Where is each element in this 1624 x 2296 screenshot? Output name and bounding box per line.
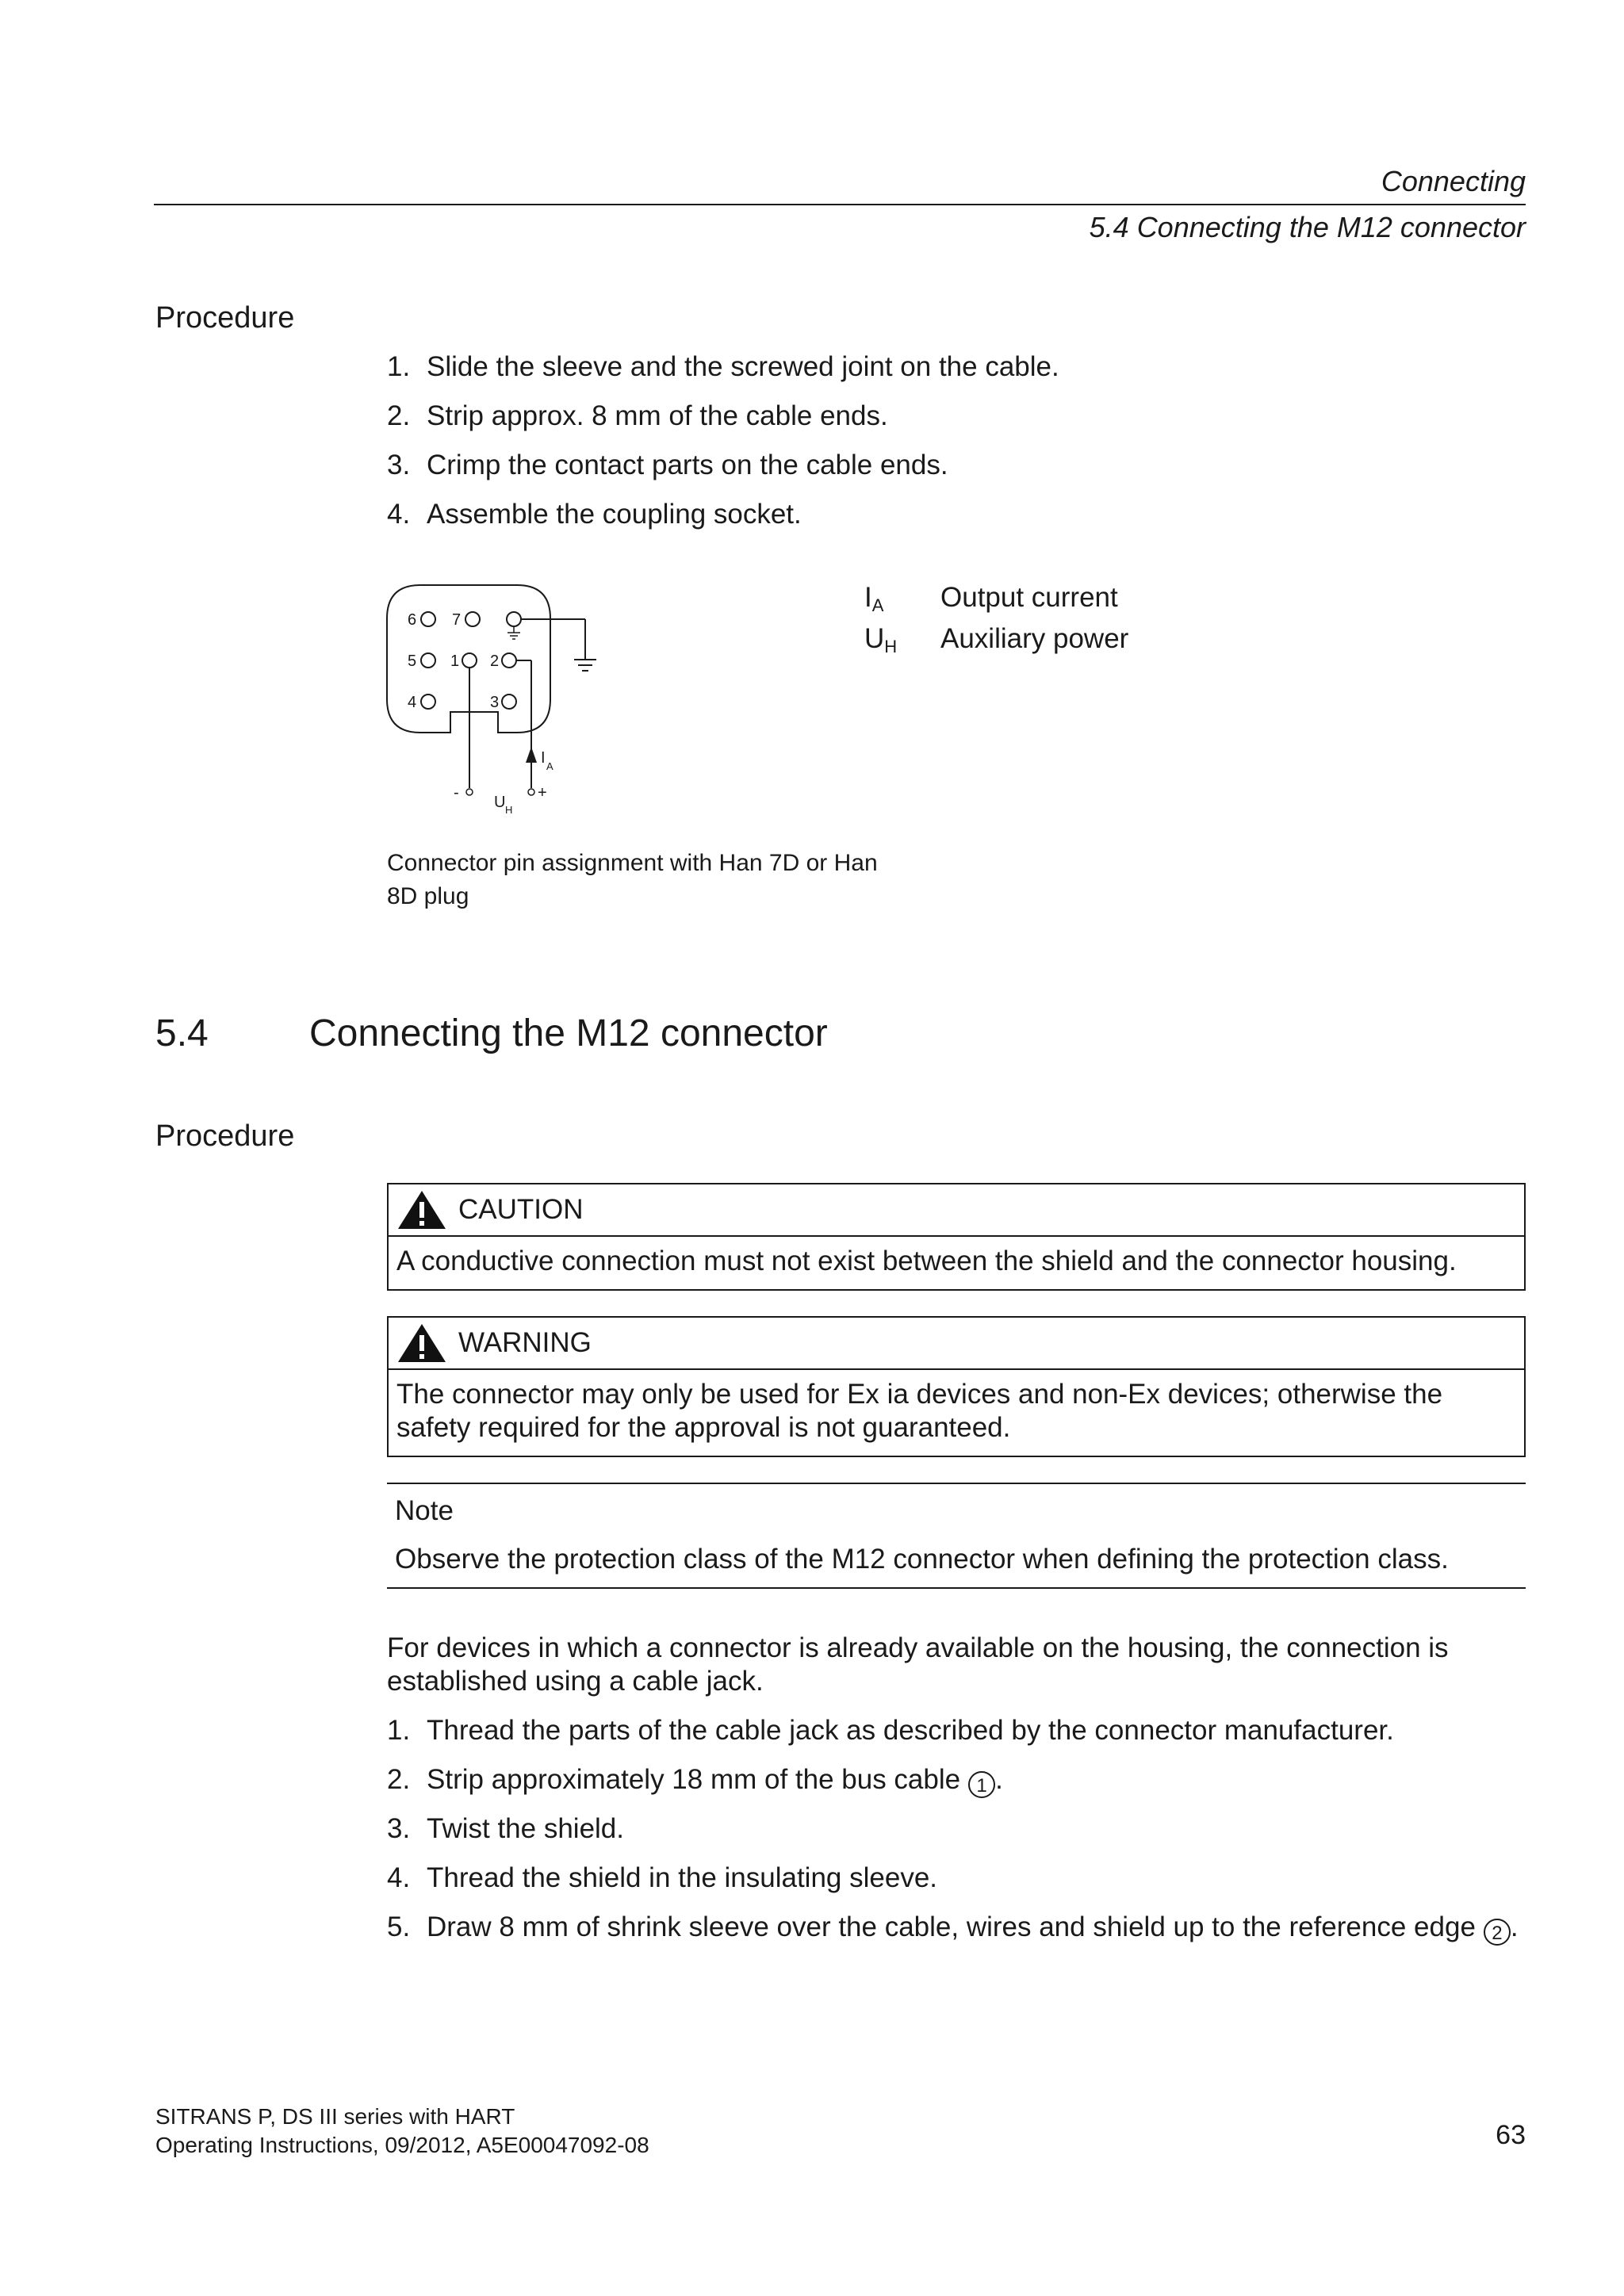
step-text: Crimp the contact parts on the cable ends. [427, 450, 948, 480]
terminal-plus-label: + [538, 784, 547, 802]
pin-label-7: 7 [452, 611, 462, 629]
step-number: 4. [387, 1862, 411, 1893]
step-text: Slide the sleeve and the screwed joint on the cable. [427, 351, 1059, 382]
legend-description: Auxiliary power [940, 623, 1129, 654]
terminal-plus [528, 789, 534, 795]
legend-symbol: $U_H$ [864, 623, 898, 656]
step-text: Strip approx. 8 mm of the cable ends. [427, 400, 888, 431]
symbol-legend [864, 582, 1128, 664]
pin-4 [421, 695, 435, 709]
section-number: 5.4 [155, 1012, 209, 1054]
pin-label-6: 6 [408, 611, 417, 629]
step-number: 1. [387, 1715, 411, 1746]
warning-box [387, 1316, 1526, 1457]
legend-description: Output current [940, 582, 1118, 613]
warning-triangle-icon [396, 1322, 447, 1364]
ia-label: I [541, 749, 546, 767]
section-title: Connecting the M12 connector [309, 1012, 828, 1054]
pin-2 [502, 653, 516, 668]
footer-doc-info [155, 2103, 649, 2160]
uh-subscript: H [505, 804, 513, 816]
step-number: 4. [387, 499, 411, 530]
procedure-heading: Procedure [155, 301, 295, 335]
step-number: 1. [387, 351, 411, 382]
pin-6 [421, 612, 435, 626]
pin-7 [465, 612, 480, 626]
list-item [387, 400, 1059, 449]
pin-5 [421, 653, 435, 668]
note-title: Note [395, 1495, 454, 1526]
warning-text: The connector may only be used for Ex ia devices and non-Ex devices; otherwise the safety required for the approval is not guaranteed. [396, 1379, 1443, 1443]
footer-product: SITRANS P, DS III series with HART [155, 2104, 515, 2129]
step-number: 3. [387, 450, 411, 480]
step-text: Strip approximately 18 mm of the bus cable [427, 1764, 961, 1795]
procedure-steps [387, 350, 1059, 547]
header-rule [154, 204, 1526, 205]
pin-label-5: 5 [408, 652, 417, 670]
caution-warning-triangle-icon [396, 1189, 447, 1230]
caution-text: A conductive connection must not exist between the shield and the connector housing. [396, 1246, 1457, 1276]
pin-label-3: 3 [490, 694, 500, 711]
list-item [387, 1812, 1519, 1862]
step-text: Twist the shield. [427, 1813, 624, 1844]
legend-row [864, 623, 1128, 664]
step-text: Thread the parts of the cable jack as described by the connector manufacturer. [427, 1715, 1394, 1746]
running-header-section: 5.4 Connecting the M12 connector [1089, 211, 1526, 243]
pin-label-1: 1 [450, 652, 460, 670]
footer-edition: Operating Instructions, 09/2012, A5E00047092-08 [155, 2133, 649, 2157]
note-box [387, 1483, 1526, 1589]
pin-3 [502, 695, 516, 709]
list-item [387, 350, 1059, 400]
step-number: 3. [387, 1813, 411, 1844]
current-arrow [526, 747, 537, 763]
step-number: 2. [387, 1764, 411, 1795]
step-text: Thread the shield in the insulating sleeve. [427, 1862, 938, 1893]
pin-earth [507, 612, 521, 626]
pin-1 [462, 653, 477, 668]
connector-pin-diagram [381, 579, 619, 825]
list-item [387, 498, 1059, 547]
caution-box [387, 1183, 1526, 1291]
list-item [387, 1862, 1519, 1911]
legend-symbol: $I_A$ [864, 582, 884, 615]
terminal-minus-label: - [454, 784, 459, 802]
note-text: Observe the protection class of the M12 connector when defining the protection class. [395, 1544, 1449, 1575]
pin-label-4: 4 [408, 694, 417, 711]
pin-label-2: 2 [490, 652, 500, 670]
step-number: 2. [387, 400, 411, 431]
reference-marker: 2 [1484, 1919, 1511, 1946]
step-text: Draw 8 mm of shrink sleeve over the cable, wires and shield up to the reference edge [427, 1911, 1476, 1942]
uh-label: U [494, 794, 506, 811]
list-item: 5. Draw 8 mm of shrink sleeve over the cable, wires and shield up to the reference edge 2 . [387, 1911, 1519, 1944]
terminal-minus [466, 789, 473, 795]
procedure-heading: Procedure [155, 1119, 295, 1153]
figure-caption: Connector pin assignment with Han 7D or Han 8D plug [387, 850, 878, 909]
running-header-chapter: Connecting [1381, 165, 1526, 197]
list-item: 2. Strip approximately 18 mm of the bus cable 1 . [387, 1764, 1003, 1797]
list-item [387, 1714, 1519, 1763]
caution-title: CAUTION [458, 1194, 584, 1225]
list-item [387, 449, 1059, 498]
step-text: Assemble the coupling socket. [427, 499, 802, 530]
m12-procedure-steps [387, 1714, 1519, 1960]
reference-marker: 1 [968, 1771, 995, 1798]
step-number: 5. [387, 1911, 411, 1942]
page-number: 63 [1496, 2120, 1526, 2150]
warning-title: WARNING [458, 1327, 592, 1358]
legend-row [864, 582, 1128, 623]
ia-subscript: A [546, 760, 553, 772]
intro-paragraph: For devices in which a connector is already available on the housing, the connection is established using a cable jack. [387, 1632, 1449, 1697]
